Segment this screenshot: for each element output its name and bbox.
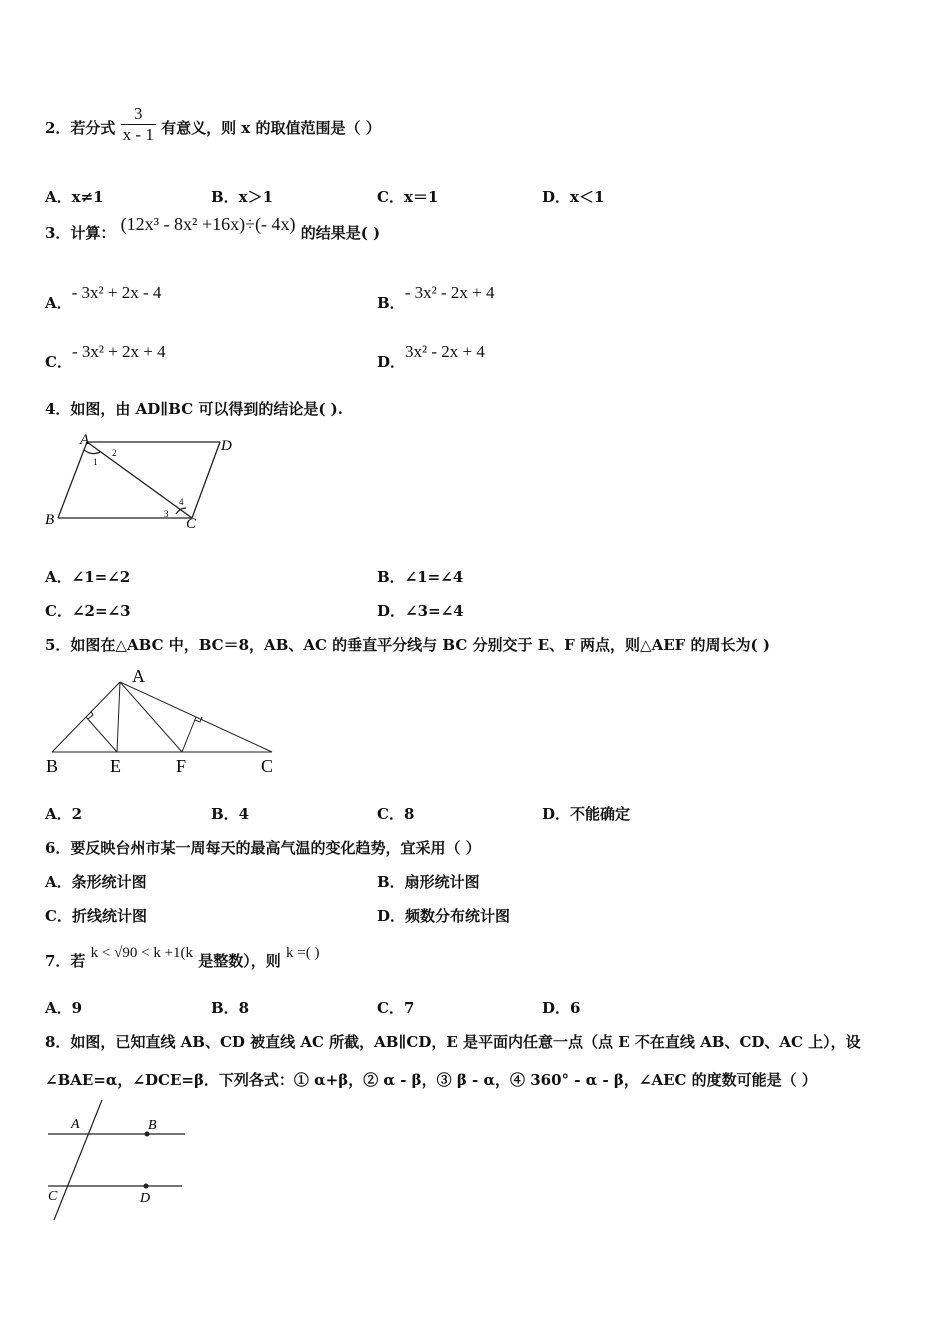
q3-option-d[interactable] (377, 341, 485, 371)
q4-parallelogram-figure (40, 432, 240, 532)
q4-label-d: D (221, 438, 232, 454)
q5-label-a: A (132, 666, 145, 686)
q6-option-d[interactable]: D．频数分布统计图 (377, 907, 511, 925)
q5-option-a[interactable]: A．2 (45, 805, 83, 823)
question-7 (45, 945, 320, 971)
q4-option-a[interactable]: A．∠1=∠2 (45, 568, 131, 586)
q4-option-d[interactable]: D．∠3=∠4 (377, 602, 464, 620)
q3-option-b-label: B． (377, 294, 405, 312)
q4-angle-3: 3 (164, 509, 169, 519)
q4-option-c[interactable]: C．∠2=∠3 (45, 602, 131, 620)
q4-label-c: C (186, 516, 197, 532)
q3-option-b-expr: - 3x² - 2x + 4 (404, 283, 495, 302)
q2-option-c[interactable]: C．x＝1 (377, 188, 439, 206)
question-2-text: 有意义，则 x 的取值范围是（ ） (161, 118, 381, 137)
question-2 (45, 104, 381, 145)
q5-label-f: F (176, 756, 187, 776)
fraction-denominator: x - 1 (122, 125, 154, 144)
question-3-number: 3．计算： (45, 224, 116, 242)
fraction (121, 104, 156, 145)
q7-option-c[interactable]: C．7 (377, 999, 415, 1017)
question-3-expression: (12x³ - 8x² +16x)÷(- 4x) (120, 214, 296, 234)
q7-option-a[interactable]: A．9 (45, 999, 83, 1017)
question-7-number: 7．若 (45, 952, 86, 970)
q2-option-a[interactable]: A．x≠1 (45, 188, 104, 206)
question-7-answer-blank: k =( ) (286, 945, 320, 961)
q3-option-d-label: D． (377, 353, 406, 371)
question-3-text: 的结果是( ) (300, 224, 381, 242)
q5-option-d[interactable]: D．不能确定 (542, 805, 631, 823)
q5-label-c: C (261, 756, 274, 776)
question-4-text: 4．如图，由 AD∥BC 可以得到的结论是( ). (45, 400, 344, 418)
q7-option-b[interactable]: B．8 (211, 999, 250, 1017)
q8-label-a: A (71, 1117, 80, 1132)
q8-label-b: B (148, 1118, 157, 1133)
q6-option-a[interactable]: A．条形统计图 (45, 873, 147, 891)
q4-angle-4: 4 (179, 497, 184, 507)
q5-label-e: E (110, 756, 121, 776)
question-3 (45, 214, 381, 243)
q3-option-c-expr: - 3x² + 2x + 4 (71, 342, 166, 361)
q3-option-a-expr: - 3x² + 2x - 4 (71, 283, 162, 302)
question-8-line-1: 8．如图，已知直线 AB、CD 被直线 AC 所截，AB∥CD，E 是平面内任意一点（点 E 不在直线 AB、CD、AC 上），设 (45, 1033, 861, 1051)
question-5-text: 5．如图在△ABC 中，BC＝8，AB、AC 的垂直平分线与 BC 分别交于 E、F 两点，则△AEF 的周长为( ) (45, 636, 770, 654)
q8-label-c: C (48, 1189, 58, 1204)
q8-label-d: D (140, 1191, 151, 1206)
q5-triangle-figure (40, 664, 285, 780)
q7-option-d[interactable]: D．6 (542, 999, 581, 1017)
q4-angle-1: 1 (93, 457, 98, 467)
q2-option-b[interactable]: B．x＞1 (211, 188, 274, 206)
q3-option-b[interactable] (377, 282, 495, 312)
q2-option-d[interactable]: D．x＜1 (542, 188, 605, 206)
q3-option-d-expr: 3x² - 2x + 4 (405, 342, 485, 361)
q5-label-b: B (46, 756, 59, 776)
question-7-text: 是整数），则 (198, 952, 281, 970)
q6-option-b[interactable]: B．扇形统计图 (377, 873, 480, 891)
q5-option-b[interactable]: B．4 (211, 805, 250, 823)
question-7-inequality: k < √90 < k +1(k (90, 945, 194, 961)
q6-option-c[interactable]: C．折线统计图 (45, 907, 147, 925)
fraction-numerator: 3 (121, 104, 156, 125)
question-2-number: 2．若分式 (45, 118, 116, 137)
q3-option-a-label: A． (45, 294, 72, 312)
q8-point-d (144, 1184, 149, 1189)
q4-angle-2: 2 (112, 448, 117, 458)
q8-parallel-lines-figure (40, 1096, 200, 1226)
q4-label-b: B (45, 512, 55, 528)
q3-option-c-label: C． (45, 353, 72, 371)
q4-label-a: A (80, 432, 90, 448)
question-8-line-2: ∠BAE=α，∠DCE=β．下列各式：① α+β，② α - β，③ β - α，④ 360° - α - β，∠AEC 的度数可能是（ ） (45, 1071, 817, 1089)
q5-option-c[interactable]: C．8 (377, 805, 415, 823)
q4-option-b[interactable]: B．∠1=∠4 (377, 568, 464, 586)
q3-option-c[interactable] (45, 341, 166, 371)
question-6-text: 6．要反映台州市某一周每天的最高气温的变化趋势，宜采用（ ） (45, 839, 481, 857)
q3-option-a[interactable] (45, 282, 162, 312)
